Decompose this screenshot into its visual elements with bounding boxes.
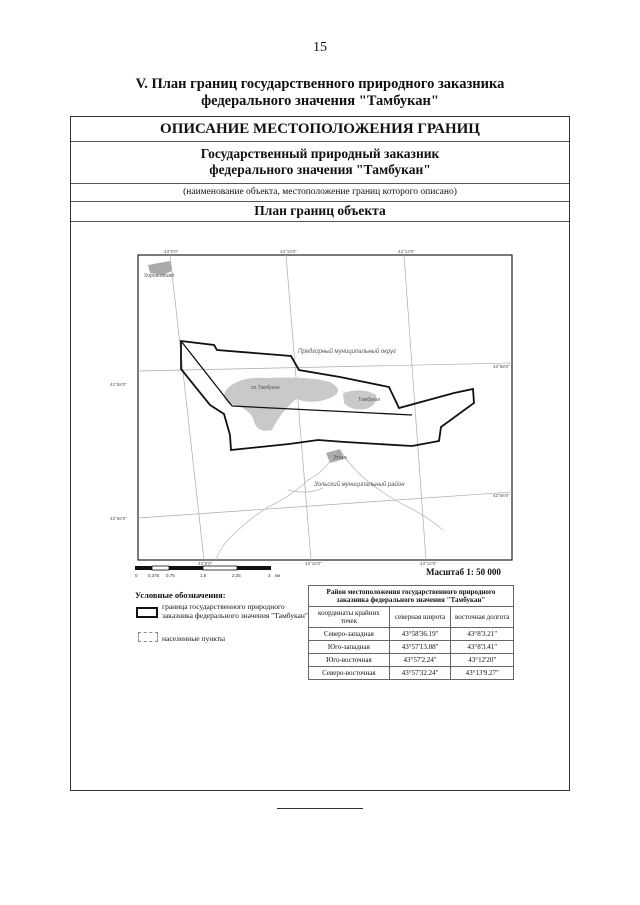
place-mud: Тамбукан (358, 397, 381, 403)
object-name (71, 141, 569, 184)
table-row (309, 641, 514, 654)
table-cell: 43°57'2.24" (389, 654, 451, 667)
section-title-line2: федерального значения "Тамбукан" (201, 93, 439, 109)
table-cell: Юго-западная (309, 641, 390, 654)
grid-right-label: 43°58'0" (493, 364, 510, 369)
grid-bottom-label: 43°12'0" (420, 561, 437, 566)
table-caption-row (309, 586, 514, 607)
legend-settlement-text: населенные пункты (162, 634, 226, 643)
grid-top-label: 43°10'0" (280, 249, 297, 254)
section-title-line1: V. План границ государственного природного заказника (135, 76, 505, 92)
description-title: ОПИСАНИЕ МЕСТОПОЛОЖЕНИЯ ГРАНИЦ (71, 117, 569, 142)
scale-tick: 2,25 (232, 573, 241, 578)
scale-segment (169, 566, 203, 570)
place-kolonovsky: Хороиовский (144, 273, 175, 279)
place-predgorny: Предгорный муниципальный округ (298, 349, 397, 355)
table-row (309, 667, 514, 680)
page-number: 15 (313, 40, 327, 55)
scale-segment (152, 566, 169, 570)
boundary-map (108, 245, 520, 566)
scale-segment (203, 566, 237, 570)
scale-segment (135, 566, 152, 570)
grid-right-label: 43°56'0" (493, 493, 510, 498)
place-zolsky: Зольский муниципальный район (314, 482, 405, 488)
legend-settlement-symbol (138, 632, 158, 642)
scale-tick: 0,75 (166, 573, 175, 578)
object-note: (наименование объекта, местоположение границ которого описано) (71, 184, 569, 202)
table-cell: Северо-восточная (309, 667, 390, 680)
grid-bottom-label: 43°8'0" (198, 561, 213, 566)
grid-bottom-label: 43°10'0" (305, 561, 322, 566)
scale-bar (135, 562, 285, 582)
object-name-line1: Государственный природный заказник (200, 146, 440, 161)
table-cell: Северо-западная (309, 628, 390, 641)
place-etoka: Этока (333, 455, 347, 461)
scale-label: Масштаб 1: 50 000 (426, 567, 501, 577)
table-row (309, 628, 514, 641)
plan-title: План границ объекта (71, 201, 569, 222)
scale-tick: 1,5 (200, 573, 207, 578)
object-name-line2: федерального значения "Тамбукан" (209, 162, 431, 177)
table-header: координаты крайних точек (309, 607, 390, 628)
grid-top-label: 43°0'0" (164, 249, 179, 254)
table-header: северная широта (389, 607, 451, 628)
footnote-rule (277, 808, 363, 809)
table-row (309, 654, 514, 667)
table-header: восточная долгота (451, 607, 514, 628)
grid-top-label: 43°12'0" (398, 249, 415, 254)
legend-boundary-text: граница государственного природного заказника федерального значения "Тамбукан" (162, 602, 308, 620)
legend-title: Условные обозначения: (135, 590, 226, 600)
scale-segment (237, 566, 271, 570)
grid-left-label: 43°56'0" (110, 516, 127, 521)
legend-boundary-symbol (136, 607, 158, 618)
table-cell: 43°8'3.41" (451, 641, 514, 654)
section-title (60, 76, 580, 110)
scale-tick: 0,375 (148, 573, 160, 578)
table-cell: 43°58'36.19" (389, 628, 451, 641)
scale-unit: км (275, 573, 281, 578)
grid-left-label: 43°58'0" (110, 382, 127, 387)
coordinates-table (308, 585, 514, 680)
table-cell: 43°12'20" (451, 654, 514, 667)
table-cell: 43°57'13.88" (389, 641, 451, 654)
table-cell: 43°8'3.21" (451, 628, 514, 641)
scale-tick: 0 (135, 573, 138, 578)
table-header-row (309, 607, 514, 628)
table-cell: 43°57'32.24" (389, 667, 451, 680)
place-lake: оз.Тамбукан (251, 385, 280, 391)
table-cell: 43°13'9.27" (451, 667, 514, 680)
table-caption: Район местоположения государственного природного заказника федерального значения "Тамбукан" (309, 586, 514, 607)
scale-tick: 3 (268, 573, 271, 578)
table-cell: Юго-восточная (309, 654, 390, 667)
